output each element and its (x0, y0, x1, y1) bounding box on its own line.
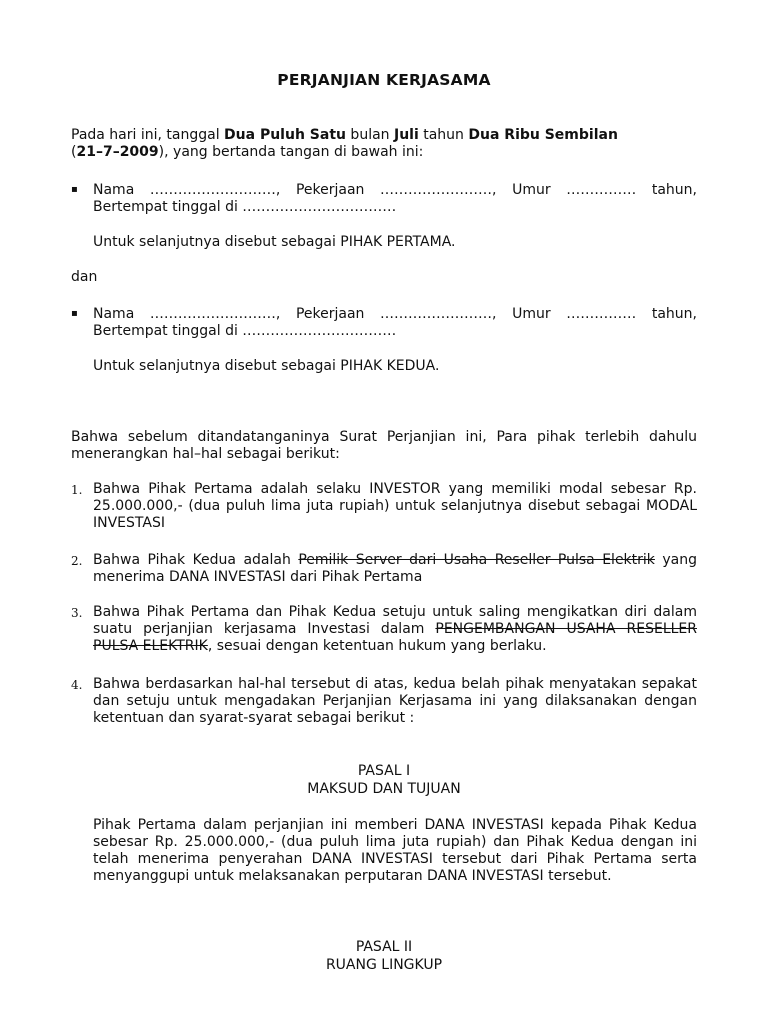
party1-line1: Nama ………………………, Pekerjaan ……………………, Umur …………… tahun, (93, 182, 697, 198)
point-number: 4. (71, 678, 83, 692)
party2-details (93, 306, 697, 340)
intro-paragraph (71, 127, 697, 161)
party1-line2: Bertempat tinggal di …………………………… (93, 199, 397, 215)
point-4-text: Bahwa berdasarkan hal-hal tersebut di atas, kedua belah pihak menyatakan sepakat dan setuju untuk mengadakan Perjanjian Kerjasama ini yang dilaksanakan dengan ketentuan dan syarat-syarat sebagai berikut : (93, 676, 697, 726)
intro-text: bulan (345, 127, 394, 143)
intro-month: Juli (394, 127, 419, 143)
point-1-text: Bahwa Pihak Pertama adalah selaku INVESTOR yang memiliki modal sebesar Rp. 25.000.000,- (dua puluh lima juta rupiah) untuk selanjutnya disebut sebagai MODAL INVESTASI (93, 481, 697, 531)
intro-text: ), yang bertanda tangan di bawah ini: (158, 144, 424, 160)
party2-designation: Untuk selanjutnya disebut sebagai PIHAK KEDUA. (93, 358, 440, 374)
point-3-post: , sesuai dengan ketentuan hukum yang berlaku. (207, 638, 547, 654)
intro-text: ( (71, 144, 77, 160)
point-2-struck: Pemilik Server dari Usaha Reseller Pulsa Elektrik (298, 552, 655, 568)
point-3-pre: Bahwa Pihak Pertama dan Pihak Kedua setuju untuk saling mengikatkan diri dalam suatu perjanjian kerjasama Investasi dalam (93, 604, 697, 637)
party2-line2: Bertempat tinggal di …………………………… (93, 323, 397, 339)
point-number: 3. (71, 606, 83, 620)
intro-text: tahun (418, 127, 469, 143)
intro-day: Dua Puluh Satu (224, 127, 346, 143)
pasal-1-heading: PASAL I (357, 763, 411, 779)
document-title: PERJANJIAN KERJASAMA (277, 71, 491, 89)
intro-year: Dua Ribu Sembilan (468, 127, 618, 143)
point-2-post: yang menerima DANA INVESTASI dari Pihak Pertama (93, 552, 697, 585)
point-number: 2. (71, 554, 83, 568)
party2-line1: Nama ………………………, Pekerjaan ……………………, Umur …………… tahun, (93, 306, 697, 322)
point-3-struck: PENGEMBANGAN USAHA RESELLER PULSA ELEKTRIK (93, 621, 697, 654)
party1-designation: Untuk selanjutnya disebut sebagai PIHAK PERTAMA. (93, 234, 456, 250)
pasal-1-subheading: MAKSUD DAN TUJUAN (307, 781, 461, 797)
intro-text: Pada hari ini, tanggal (71, 127, 225, 143)
preamble-paragraph: Bahwa sebelum ditandatanganinya Surat Perjanjian ini, Para pihak terlebih dahulu menerangkan hal–hal sebagai berikut: (71, 429, 697, 462)
point-number: 1. (71, 483, 83, 497)
connector-text: dan (71, 269, 98, 285)
point-2-text (93, 552, 697, 586)
party1-details (93, 182, 697, 216)
pasal-2-subheading: RUANG LINGKUP (325, 957, 443, 973)
bullet-icon: ▪ (71, 184, 78, 195)
pasal-2-heading: PASAL II (355, 939, 413, 955)
pasal-1-body: Pihak Pertama dalam perjanjian ini memberi DANA INVESTASI kepada Pihak Kedua sebesar Rp. 25.000.000,- (dua puluh lima juta rupiah) dan Pihak Kedua dengan ini telah menerima penyerahan DANA INVESTASI tersebut dari Pihak Pertama serta menyanggupi untuk melaksanakan perputaran DANA INVESTASI tersebut. (93, 817, 697, 884)
intro-date-number: 21–7–2009 (76, 144, 159, 160)
point-2-pre: Bahwa Pihak Kedua adalah (93, 552, 299, 568)
point-3-text (93, 604, 697, 655)
bullet-icon: ▪ (71, 308, 78, 319)
